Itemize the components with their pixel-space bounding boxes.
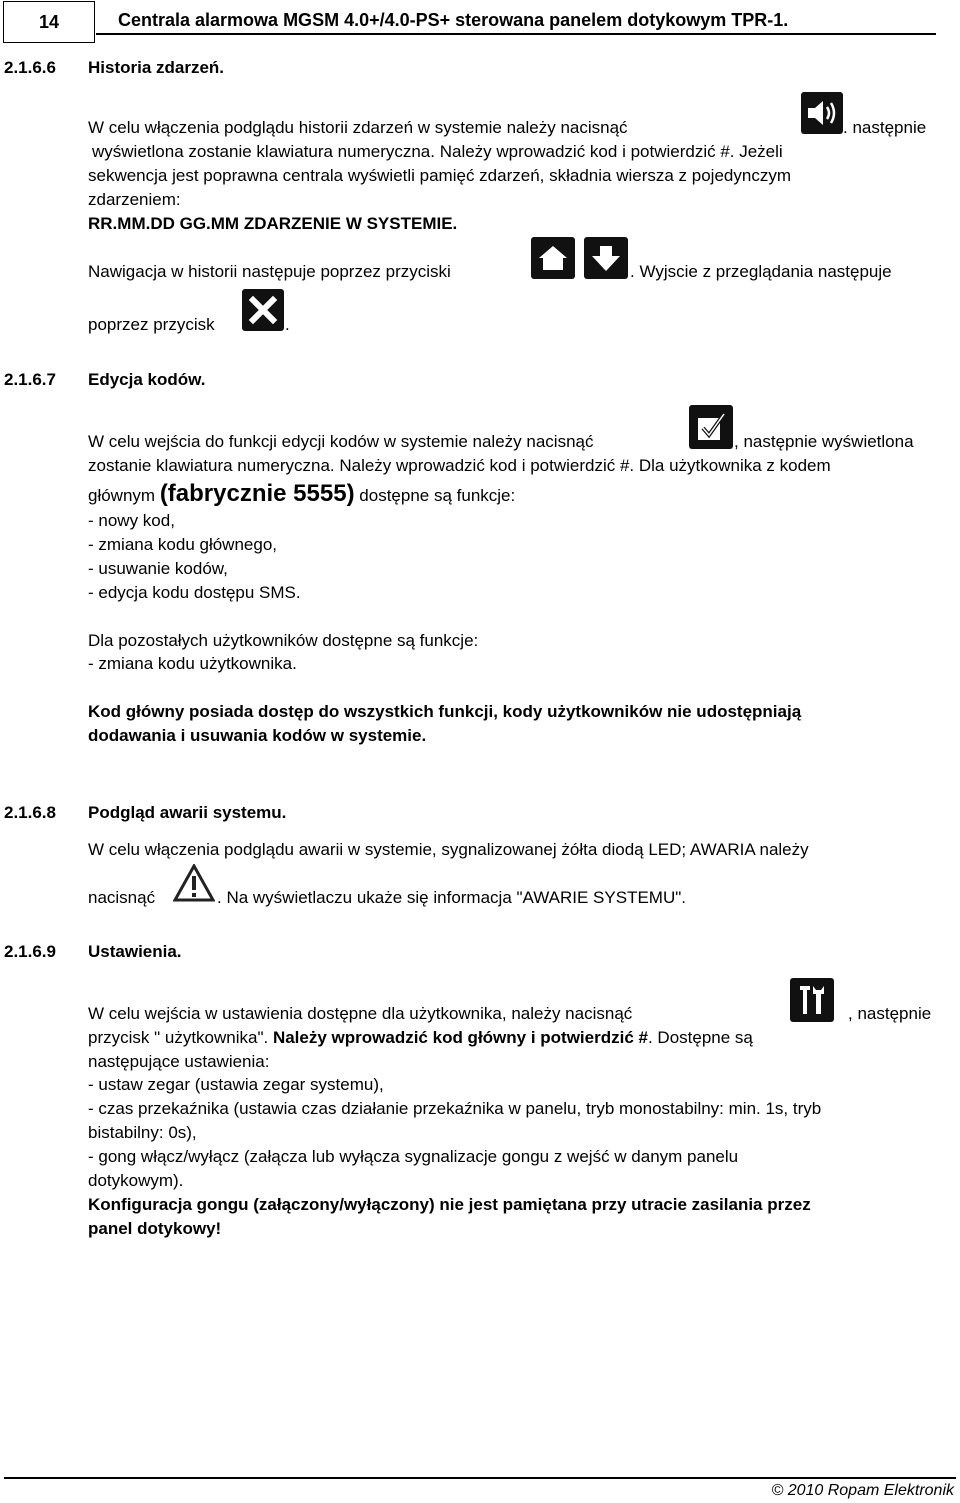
tools-icon[interactable] [790, 978, 834, 1022]
warning-triangle-icon[interactable] [172, 862, 216, 904]
page-number: 14 [38, 12, 60, 32]
paragraph-line: W celu wejścia do funkcji edycji kodów w systemie należy nacisnąć [88, 432, 594, 451]
bold-note: dodawania i usuwania kodów w systemie. [88, 726, 427, 745]
default-code: (fabrycznie 5555) [159, 480, 355, 507]
paragraph-line: W celu włączenia podglądu historii zdarzeń w systemie należy nacisnąć [88, 118, 628, 137]
list-item: - czas przekaźnika (ustawia czas działanie przekaźnika w panelu, tryb monostabilny: min. 1s, tryb [88, 1099, 822, 1118]
list-item: - usuwanie kodów, [88, 559, 228, 578]
list-item: - ustaw zegar (ustawia zegar systemu), [88, 1075, 384, 1094]
list-item: - zmiana kodu użytkownika. [88, 654, 297, 673]
paragraph-line: W celu wejścia w ustawienia dostępne dla użytkownika, należy nacisnąć [88, 1004, 633, 1023]
close-x-icon[interactable] [242, 289, 284, 331]
header-rule [96, 33, 936, 35]
section-title-edycja: Edycja kodów. [88, 370, 206, 389]
list-item: - nowy kod, [88, 511, 175, 530]
list-item: - zmiana kodu głównego, [88, 535, 278, 554]
paragraph-line: zdarzeniem: [88, 190, 181, 209]
paragraph-line: nacisnąć [88, 888, 156, 907]
paragraph-line: następujące ustawienia: [88, 1052, 270, 1071]
bold-note: Kod główny posiada dostęp do wszystkich funkcji, kody użytkowników nie udostępniają [88, 702, 802, 721]
section-number: 2.1.6.9 [4, 942, 56, 961]
paragraph-tail: . [285, 315, 290, 334]
bold-note: Konfiguracja gongu (załączony/wyłączony) nie jest pamiętana przy utracie zasilania przez [88, 1195, 811, 1214]
list-item: - edycja kodu dostępu SMS. [88, 583, 301, 602]
paragraph-line: sekwencja jest poprawna centrala wyświetli pamięć zdarzeń, składnia wiersza z pojedynczym [88, 166, 791, 185]
header-title: Centrala alarmowa MGSM 4.0+/4.0-PS+ sterowana panelem dotykowym TPR-1. [118, 10, 789, 30]
paragraph-line: W celu włączenia podglądu awarii w systemie, sygnalizowanej żółta diodą LED; AWARIA należy [88, 840, 809, 859]
paragraph-line: poprzez przycisk [88, 315, 215, 334]
list-item: bistabilny: 0s), [88, 1123, 197, 1142]
paragraph-tail: . Wyjscie z przeglądania następuje [630, 262, 892, 281]
paragraph-tail: , następnie wyświetlona [734, 432, 914, 451]
paragraph-line: głównym (fabrycznie 5555) dostępne są funkcje: [88, 480, 516, 507]
footer-copyright: © 2010 Ropam Elektronik [771, 1482, 954, 1499]
paragraph-tail: . Na wyświetlaczu ukaże się informacja "AWARIE SYSTEMU". [217, 888, 686, 907]
syntax-line: RR.MM.DD GG.MM ZDARZENIE W SYSTEMIE. [88, 214, 458, 233]
section-title-ustawienia: Ustawienia. [88, 942, 182, 961]
checkbox-edit-icon[interactable] [689, 405, 733, 449]
paragraph-line: Dla pozostałych użytkowników dostępne są funkcje: [88, 631, 479, 650]
section-title-historia: Historia zdarzeń. [88, 58, 225, 77]
speaker-icon[interactable] [801, 92, 843, 134]
paragraph-tail: , następnie [848, 1004, 932, 1023]
section-number: 2.1.6.8 [4, 803, 56, 822]
paragraph-line: wyświetlona zostanie klawiatura numeryczna. Należy wprowadzić kod i potwierdzić #. Jeżeli [92, 142, 783, 161]
section-title-awarie: Podgląd awarii systemu. [88, 803, 287, 822]
section-number: 2.1.6.7 [4, 370, 56, 389]
home-icon[interactable] [531, 237, 575, 279]
bold-note: panel dotykowy! [88, 1219, 222, 1238]
section-number: 2.1.6.6 [4, 58, 56, 77]
list-item: dotykowym). [88, 1171, 184, 1190]
paragraph-line: Nawigacja w historii następuje poprzez przyciski [88, 262, 451, 281]
paragraph-line: zostanie klawiatura numeryczna. Należy wprowadzić kod i potwierdzić #. Dla użytkownika z kodem [88, 456, 831, 475]
paragraph-tail: . następnie [843, 118, 927, 137]
page-number-box [3, 1, 95, 43]
paragraph-line: przycisk " użytkownika". Należy wprowadzić kod główny i potwierdzić #. Dostępne są [88, 1028, 753, 1047]
list-item: - gong włącz/wyłącz (załącza lub wyłącza sygnalizacje gongu z wejść w danym panelu [88, 1147, 739, 1166]
arrow-down-icon[interactable] [584, 237, 628, 279]
